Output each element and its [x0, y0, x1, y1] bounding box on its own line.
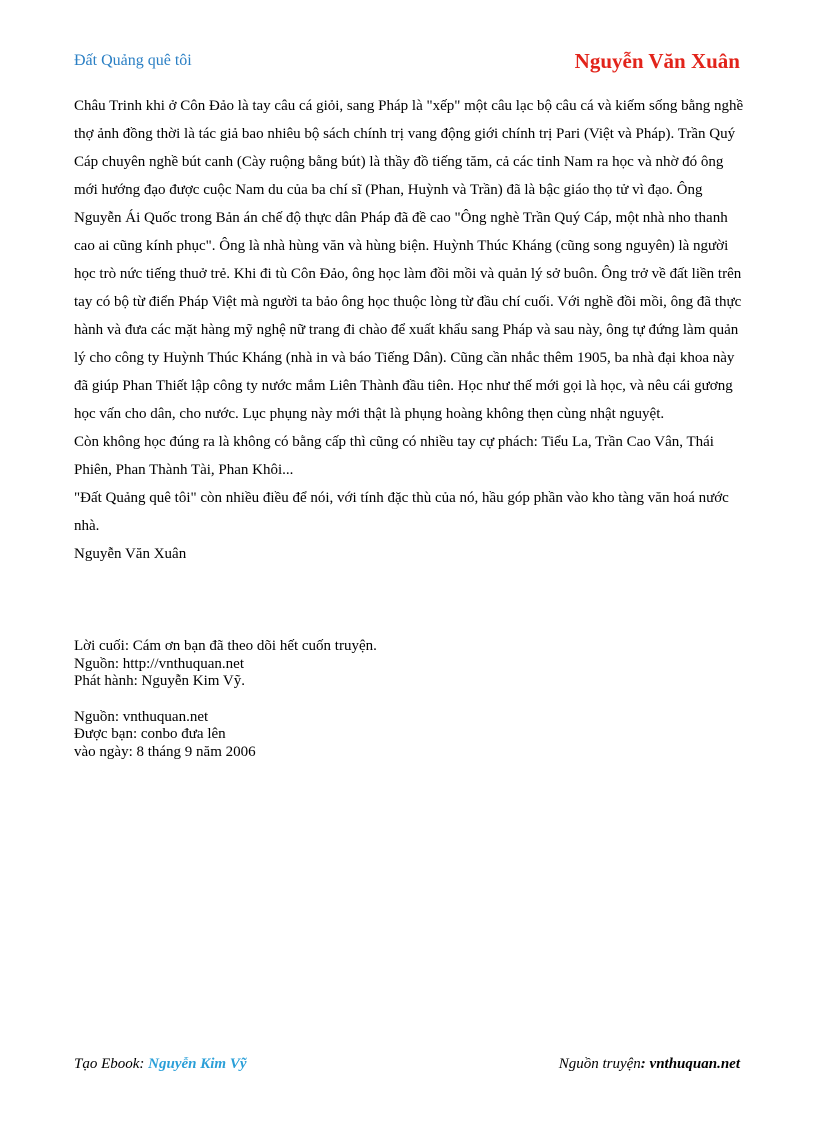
paragraph: Châu Trinh khi ở Côn Đảo là tay câu cá giỏi, sang Pháp là "xếp" một câu lạc bộ câu cá và kiếm sống bằng nghề thợ ảnh đồng thời là tác giả bao nhiêu bộ sách chính trị vang động giới chính trị Pari (Việt và Pháp). Trần Quý Cáp chuyên nghề bút canh (Cày ruộng bằng bút) là thầy đồ tiếng tăm, cả các tỉnh Nam ra học và nhờ đó ông mới hướng đạo được cuộc Nam du của ba chí sĩ (Phan, Huỳnh và Trần) đã là bậc giáo thọ tử vì đạo. Ông Nguyễn Ái Quốc trong Bản án chế độ thực dân Pháp đã đề cao "Ông nghè Trần Quý Cáp, một nhà nho thanh cao ai cũng kính phục". Ông là nhà hùng văn và hùng biện. Huỳnh Thúc Kháng (cũng song nguyên) là người học trò nức tiếng thuở trẻ. Khi đi tù Côn Đảo, ông học làm đồi mồi và quản lý sở buôn. Ông trở về đất liền trên tay có bộ từ điển Pháp Việt mà người ta bảo ông học thuộc lòng từ đầu chí cuối. Với nghề đồi mồi, ông đã thực hành và đưa các mặt hàng mỹ nghệ nữ trang đi chào để xuất khẩu sang Pháp và sau này, ông tự đứng làm quản lý cho công ty Huỳnh Thúc Kháng (nhà in và báo Tiếng Dân). Cũng cần nhắc thêm 1905, ba nhà đại khoa này đã giúp Phan Thiết lập công ty nước mắm Liên Thành đầu tiên. Học như thế mới gọi là học, và nêu cái gương học vấn cho dân, cho nước. Lục phụng này mới thật là phụng hoàng không thẹn cùng nhật nguyệt.: [74, 98, 744, 422]
footer-ebook-label: Tạo Ebook: [74, 1056, 140, 1072]
author-name: Nguyễn Văn Xuân: [574, 49, 740, 73]
footer-source-label: Nguồn truyện: [558, 1056, 641, 1072]
footer-source-site: vnthuquan.net: [649, 1056, 740, 1072]
footer-ebook-credit: [74, 1056, 247, 1073]
closing-line: Được bạn: conbo đưa lên: [74, 726, 226, 742]
closing-line: Phát hành: Nguyễn Kim Vỹ.: [74, 673, 245, 689]
body-text: [74, 92, 744, 568]
signature: Nguyễn Văn Xuân: [74, 546, 187, 562]
footer-creator-name: Nguyễn Kim Vỹ: [148, 1056, 247, 1072]
closing-block-2: [74, 709, 744, 762]
book-title: Đất Quảng quê tôi: [74, 52, 192, 69]
closing-line: vào ngày: 8 tháng 9 năm 2006: [74, 743, 256, 760]
closing-notes: [74, 638, 744, 779]
closing-line: Nguồn: http://vnthuquan.net: [74, 655, 244, 672]
paragraph: "Đất Quảng quê tôi" còn nhiều điều để nói, với tính đặc thù của nó, hầu góp phần vào kho tàng văn hoá nước nhà.: [74, 490, 729, 534]
closing-line: Nguồn: vnthuquan.net: [74, 708, 209, 725]
footer-separator: :: [640, 1056, 650, 1072]
closing-line: Lời cuối: Cám ơn bạn đã theo dõi hết cuốn truyện.: [74, 638, 377, 654]
footer-separator: :: [139, 1056, 149, 1072]
footer-source-credit: [559, 1056, 740, 1073]
closing-block-1: [74, 638, 744, 691]
paragraph: Còn không học đúng ra là không có bằng cấp thì cũng có nhiều tay cự phách: Tiểu La, Trần Cao Vân, Thái Phiên, Phan Thành Tài, Phan Khôi...: [74, 434, 714, 478]
